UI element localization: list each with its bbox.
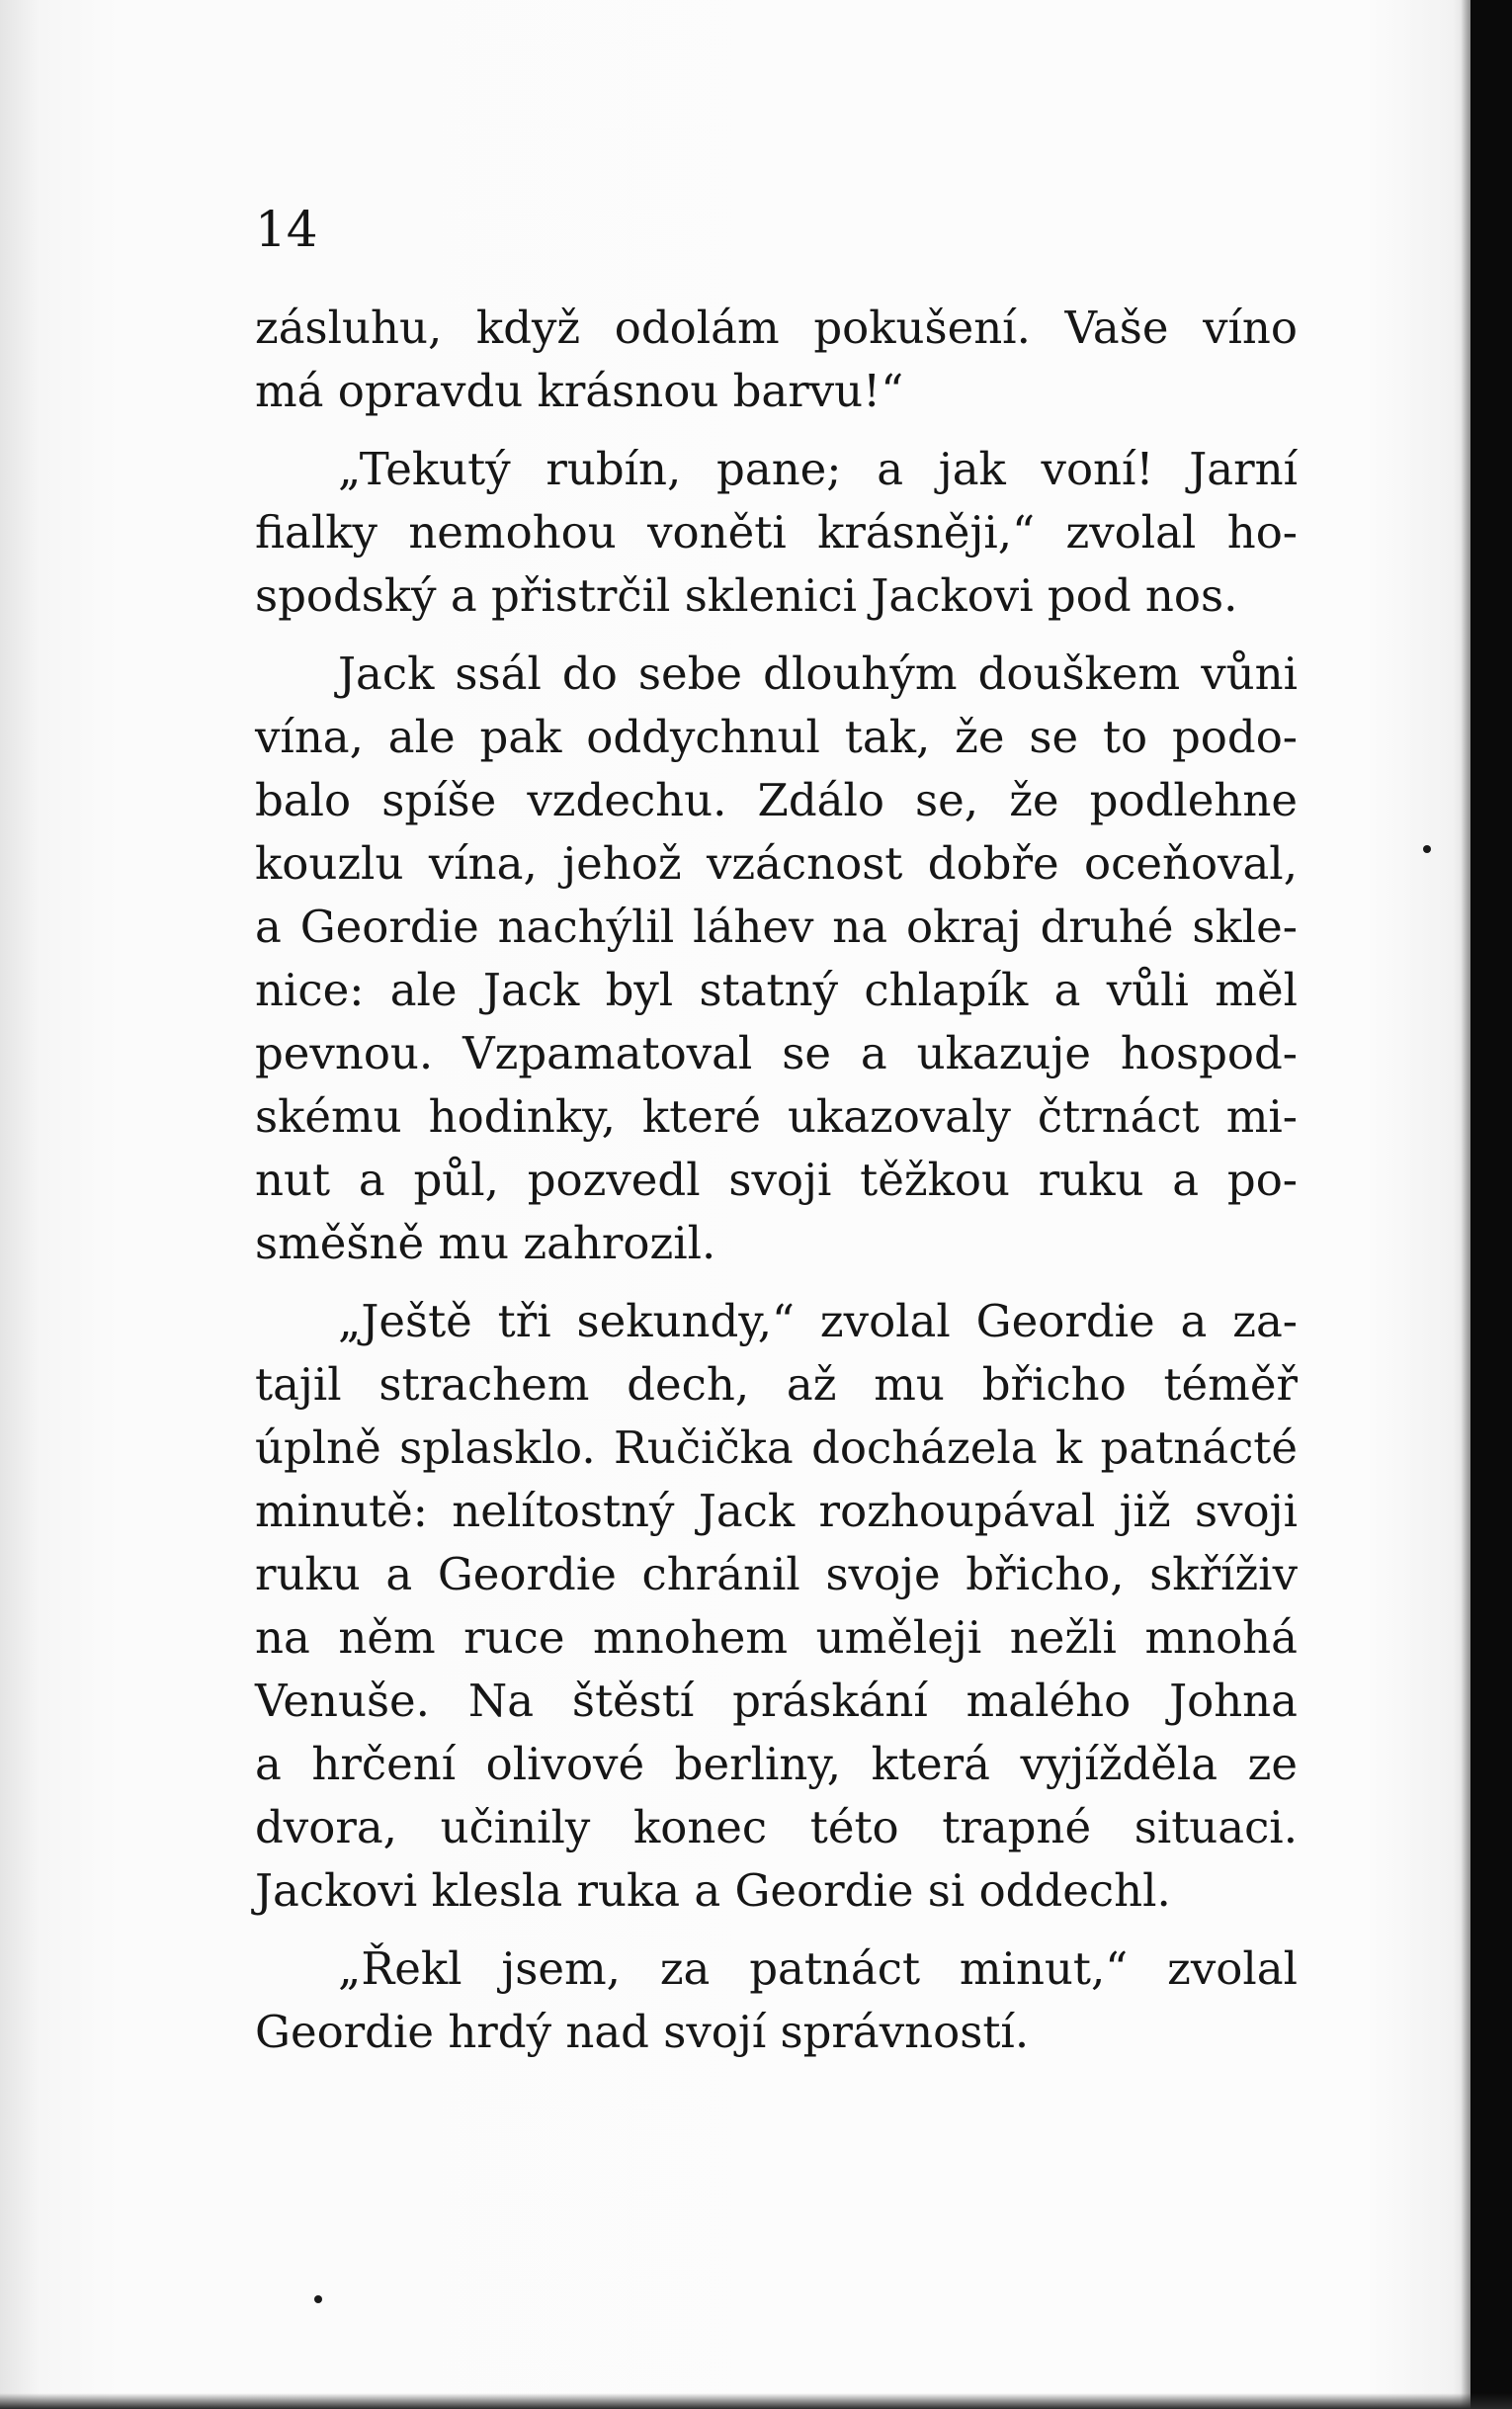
paragraph: [255, 643, 1298, 1275]
text-line: balo spíše vzdechu. Zdálo se, že podlehne: [255, 774, 1298, 826]
text-line: nice: ale Jack byl statný chlapík a vůli měl: [255, 964, 1298, 1016]
text-line: pevnou. Vzpamatoval se a ukazuje hospod-: [255, 1027, 1298, 1079]
text-line: minutě: nelítostný Jack rozhoupával již svoji: [255, 1485, 1298, 1537]
text-line: kouzlu vína, jehož vzácnost dobře oceňoval,: [255, 837, 1298, 890]
scan-border-right: [1470, 0, 1512, 2409]
text-line: tajil strachem dech, až mu břicho téměř: [255, 1358, 1298, 1411]
text-line: Venuše. Na štěstí práskání malého Johna: [255, 1675, 1298, 1727]
text-line: fialky nemohou voněti krásněji,“ zvolal ho-: [255, 506, 1298, 559]
paragraph-gap: [255, 1275, 1298, 1290]
text-line: skému hodinky, které ukazovaly čtrnáct mi-: [255, 1090, 1298, 1143]
text-line: „Tekutý rubín, pane; a jak voní! Jarní: [338, 443, 1298, 495]
scan-speck: [1423, 845, 1431, 853]
text-line: Jackovi klesla ruka a Geordie si oddechl.: [255, 1864, 1171, 1917]
text-line: nut a půl, pozvedl svoji těžkou ruku a po-: [255, 1154, 1298, 1206]
text-line: na něm ruce mnohem uměleji nežli mnohá: [255, 1611, 1298, 1664]
text-line: Jack ssál do sebe dlouhým douškem vůni: [338, 647, 1298, 700]
scan-border-bottom: [0, 2393, 1512, 2409]
text-line: dvora, učinily konec této trapné situaci.: [255, 1801, 1298, 1853]
body-text: [255, 297, 1298, 2064]
text-line: ruku a Geordie chránil svoje břicho, skříživ: [255, 1548, 1298, 1600]
text-line: Geordie hrdý nad svojí správností.: [255, 2006, 1030, 2058]
paragraph-gap: [255, 1923, 1298, 1937]
paragraph: [255, 1290, 1298, 1923]
page-number: 14: [255, 201, 318, 258]
paragraph: [255, 297, 1298, 423]
text-line: a hrčení olivové berliny, která vyjížděla ze: [255, 1738, 1298, 1790]
text-line: zásluhu, když odolám pokušení. Vaše víno: [255, 301, 1298, 354]
paragraph-gap: [255, 628, 1298, 643]
text-line: „Ještě tři sekundy,“ zvolal Geordie a za-: [338, 1295, 1298, 1347]
text-line: úplně splasklo. Ručička docházela k patnácté: [255, 1421, 1298, 1474]
text-line: spodský a přistrčil sklenici Jackovi pod nos.: [255, 569, 1238, 622]
paragraph-gap: [255, 423, 1298, 438]
text-line: má opravdu krásnou barvu!“: [255, 365, 904, 417]
text-line: a Geordie nachýlil láhev na okraj druhé skle-: [255, 901, 1298, 953]
page-edge-shadow: [1461, 0, 1470, 2409]
text-line: „Řekl jsem, za patnáct minut,“ zvolal: [338, 1942, 1298, 1995]
paragraph: [255, 1937, 1298, 2064]
text-line: vína, ale pak oddychnul tak, že se to podo-: [255, 711, 1298, 763]
text-line: směšně mu zahrozil.: [255, 1217, 716, 1269]
scan-speck: [314, 2295, 322, 2303]
paragraph: [255, 438, 1298, 628]
